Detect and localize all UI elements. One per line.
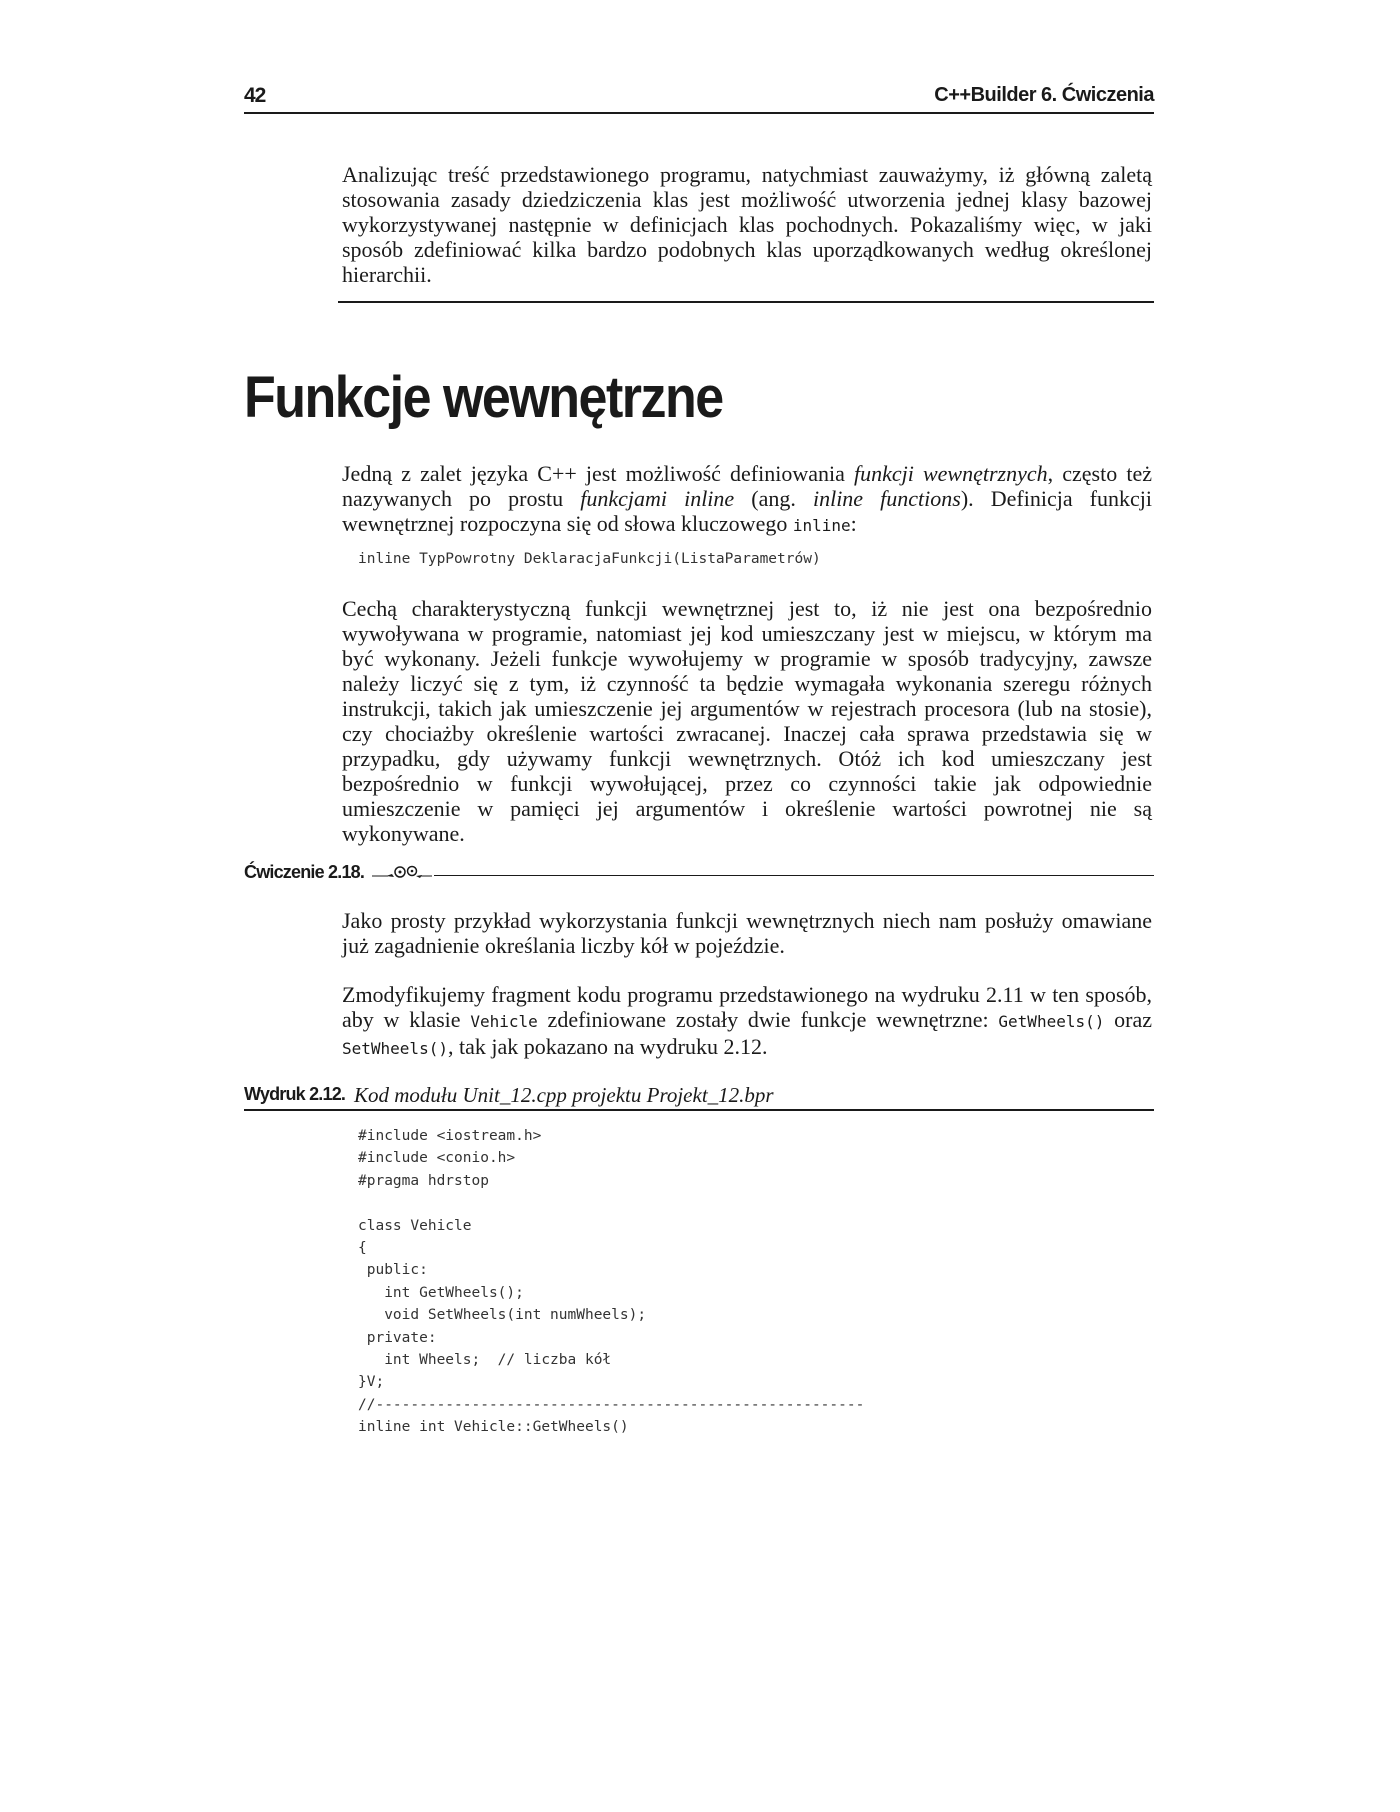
text-run: Zmodyfikujemy fragment kodu programu przedstawionego na wydruku 2.11 w ten sposób, aby w klasie — [342, 982, 1152, 1032]
inline-code: SetWheels() — [342, 1039, 448, 1058]
inline-code: inline — [792, 516, 851, 535]
exercise-paragraph: Jako prosty przykład wykorzystania funkcji wewnętrznych niech nam posłuży omawiane już zagadnienie określania liczby kół w pojeździe. — [342, 908, 1152, 958]
running-head: C++Builder 6. Ćwiczenia — [934, 84, 1154, 106]
listing-caption: Kod modułu Unit_12.cpp projektu Projekt_12.bpr — [354, 1083, 774, 1107]
page-number: 42 — [244, 84, 266, 107]
code-line: class Vehicle — [358, 1217, 472, 1234]
exercise-paragraph — [342, 982, 1152, 1061]
code-line: int GetWheels(); — [358, 1284, 524, 1301]
exercise-heading — [244, 862, 1154, 884]
code-line: int Wheels; // liczba kół — [358, 1351, 612, 1368]
page-header — [244, 80, 1154, 114]
text-run: , często też nazywanych po prostu — [342, 461, 1153, 511]
features-paragraph: Cechą charakterystyczną funkcji wewnętrznej jest to, iż nie jest ona bezpośrednio wywoływana w programie, natomiast jej kod umieszczany jest w miejscu, w którym ma być wykonany. Jeżeli funkcje wywołujemy w programie w sposób tradycyjny, zawsze należy liczyć się z tym, iż czynność ta będzie wymagała wykonania szeregu różnych instrukcji, takich jak umieszczenie jej argumentów w rejestrach procesora (lub na stosie), czy chociażby określenie wartości zwracanej. Inaczej cała sprawa przedstawia się w przypadku, gdy używamy funkcji wewnętrznych. Otóż ich kod umieszczany jest bezpośrednio w funkcji wywołującej, przez co czynności takie jak odpowiednie umieszczenie w pamięci jej argumentów i określenie wartości powrotnej nie są wykonywane. — [342, 596, 1152, 846]
text-run: zdefiniowane zostały dwie funkcje wewnętrzne: — [537, 1007, 999, 1032]
intro-paragraph: Analizując treść przedstawionego programu, natychmiast zauważymy, iż główną zaletą stosowania zasady dziedziczenia klas jest możliwość utworzenia jednej klasy bazowej wykorzystywanej następnie w definicjach klas pochodnych. Pokazaliśmy więc, w jaki sposób zdefiniować kilka bardzo podobnych klas uporządkowanych według określonej hierarchii. — [342, 162, 1152, 287]
code-line: #pragma hdrstop — [358, 1172, 489, 1189]
inline-code: Vehicle — [470, 1012, 538, 1031]
text-run: (ang. — [734, 486, 813, 511]
exercise-rule — [434, 875, 1154, 876]
listing-heading — [244, 1083, 1154, 1111]
emphasis-term: inline functions — [812, 486, 961, 511]
text-run: oraz — [1104, 1007, 1153, 1032]
code-line: void SetWheels(int numWheels); — [358, 1307, 647, 1324]
emphasis-term: funkcjami inline — [580, 486, 735, 511]
syntax-line: inline TypPowrotny DeklaracjaFunkcji(ListaParametrów) — [358, 551, 821, 567]
text-run: Jedną z zalet języka C++ jest możliwość definiowania — [342, 461, 854, 486]
code-listing — [358, 1125, 864, 1438]
text-run: : — [850, 511, 857, 536]
code-line: #include <iostream.h> — [358, 1128, 542, 1144]
code-line: inline int Vehicle::GetWheels() — [358, 1419, 629, 1436]
text-run: , tak jak pokazano na wydruku 2.12. — [447, 1034, 768, 1059]
code-line: { — [358, 1239, 367, 1256]
listing-label: Wydruk 2.12. — [244, 1084, 346, 1104]
section-divider — [338, 301, 1154, 303]
code-line — [358, 1192, 864, 1214]
exercise-label: Ćwiczenie 2.18. — [244, 862, 365, 882]
code-line: }V; — [358, 1374, 385, 1391]
inline-code: GetWheels() — [998, 1012, 1105, 1031]
section-title: Funkcje wewnętrzne — [244, 365, 723, 431]
emphasis-term: funkcji wewnętrznych — [854, 461, 1048, 486]
code-line: #include <conio.h> — [358, 1150, 516, 1167]
text-run: ). Definicja funkcji wewnętrznej rozpoczyna się od słowa kluczowego — [342, 486, 1152, 536]
inline-intro-paragraph — [342, 461, 1152, 538]
code-line: //-------------------------------------------------------- — [358, 1396, 865, 1413]
code-line: private: — [358, 1329, 437, 1346]
code-line: public: — [358, 1262, 428, 1279]
gears-ornament-icon — [372, 864, 432, 882]
